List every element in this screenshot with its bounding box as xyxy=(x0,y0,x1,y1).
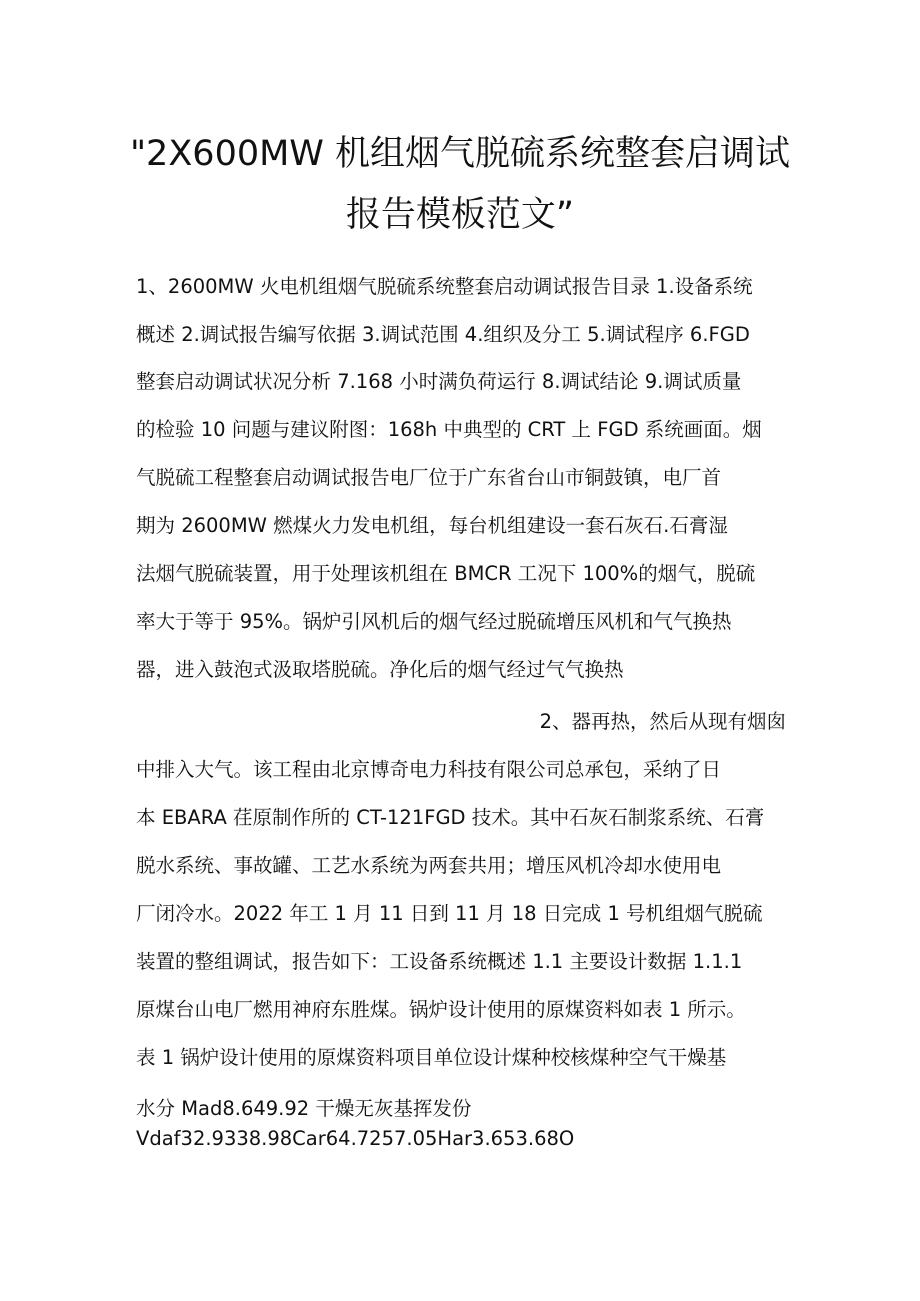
body-line: 表 1 锅炉设计使用的原煤资料项目单位设计煤种校核煤种空气干燥基 xyxy=(136,1046,727,1069)
body-line: 厂闭冷水。2022 年工 1 月 11 日到 11 月 18 日完成 1 号机组烟气脱硫 xyxy=(136,902,763,925)
body-line: 1、2600MW 火电机组烟气脱硫系统整套启动调试报告目录 1.设备系统 xyxy=(136,275,753,298)
body-line: 本 EBARA 荏原制作所的 CT-121FGD 技术。其中石灰石制浆系统、石膏 xyxy=(136,806,765,829)
body-line: 法烟气脱硫装置，用于处理该机组在 BMCR 工况下 100%的烟气，脱硫 xyxy=(136,562,756,585)
body-line: 原煤台山电厂燃用神府东胜煤。锅炉设计使用的原煤资料如表 1 所示。 xyxy=(136,998,746,1021)
body-line: 装置的整组调试，报告如下：工设备系统概述 1.1 主要设计数据 1.1.1 xyxy=(136,950,743,973)
body-line: 器，进入鼓泡式汲取塔脱硫。净化后的烟气经过气气换热 xyxy=(136,658,624,681)
body-line: 中排入大气。该工程由北京博奇电力科技有限公司总承包，采纳了日 xyxy=(136,758,722,781)
section-heading-2: 2、器再热，然后从现有烟囱 xyxy=(539,710,786,733)
body-line: 期为 2600MW 燃煤火力发电机组，每台机组建设一套石灰石.石膏湿 xyxy=(136,514,728,537)
body-line: 率大于等于 95%。锅炉引风机后的烟气经过脱硫增压风机和气气换热 xyxy=(136,610,732,633)
document-title-line-2: 报告模板范文” xyxy=(345,195,575,235)
body-line: Vdaf32.9338.98Car64.7257.05Har3.653.68O xyxy=(136,1127,575,1150)
body-line: 水分 Mad8.649.92 干燥无灰基挥发份 xyxy=(136,1097,472,1120)
body-line: 概述 2.调试报告编写依据 3.调试范围 4.组织及分工 5.调试程序 6.FGD xyxy=(136,323,750,346)
body-line: 气脱硫工程整套启动调试报告电厂位于广东省台山市铜鼓镇，电厂首 xyxy=(136,466,722,489)
body-line: 整套启动调试状况分析 7.168 小时满负荷运行 8.调试结论 9.调试质量 xyxy=(136,370,742,393)
document-title-line-1: "2X600MW 机组烟气脱硫系统整套启调试 xyxy=(129,134,791,174)
body-line: 的检验 10 问题与建议附图：168h 中典型的 CRT 上 FGD 系统画面。烟 xyxy=(136,418,762,441)
body-line: 脱水系统、事故罐、工艺水系统为两套共用；增压风机冷却水使用电 xyxy=(136,854,722,877)
